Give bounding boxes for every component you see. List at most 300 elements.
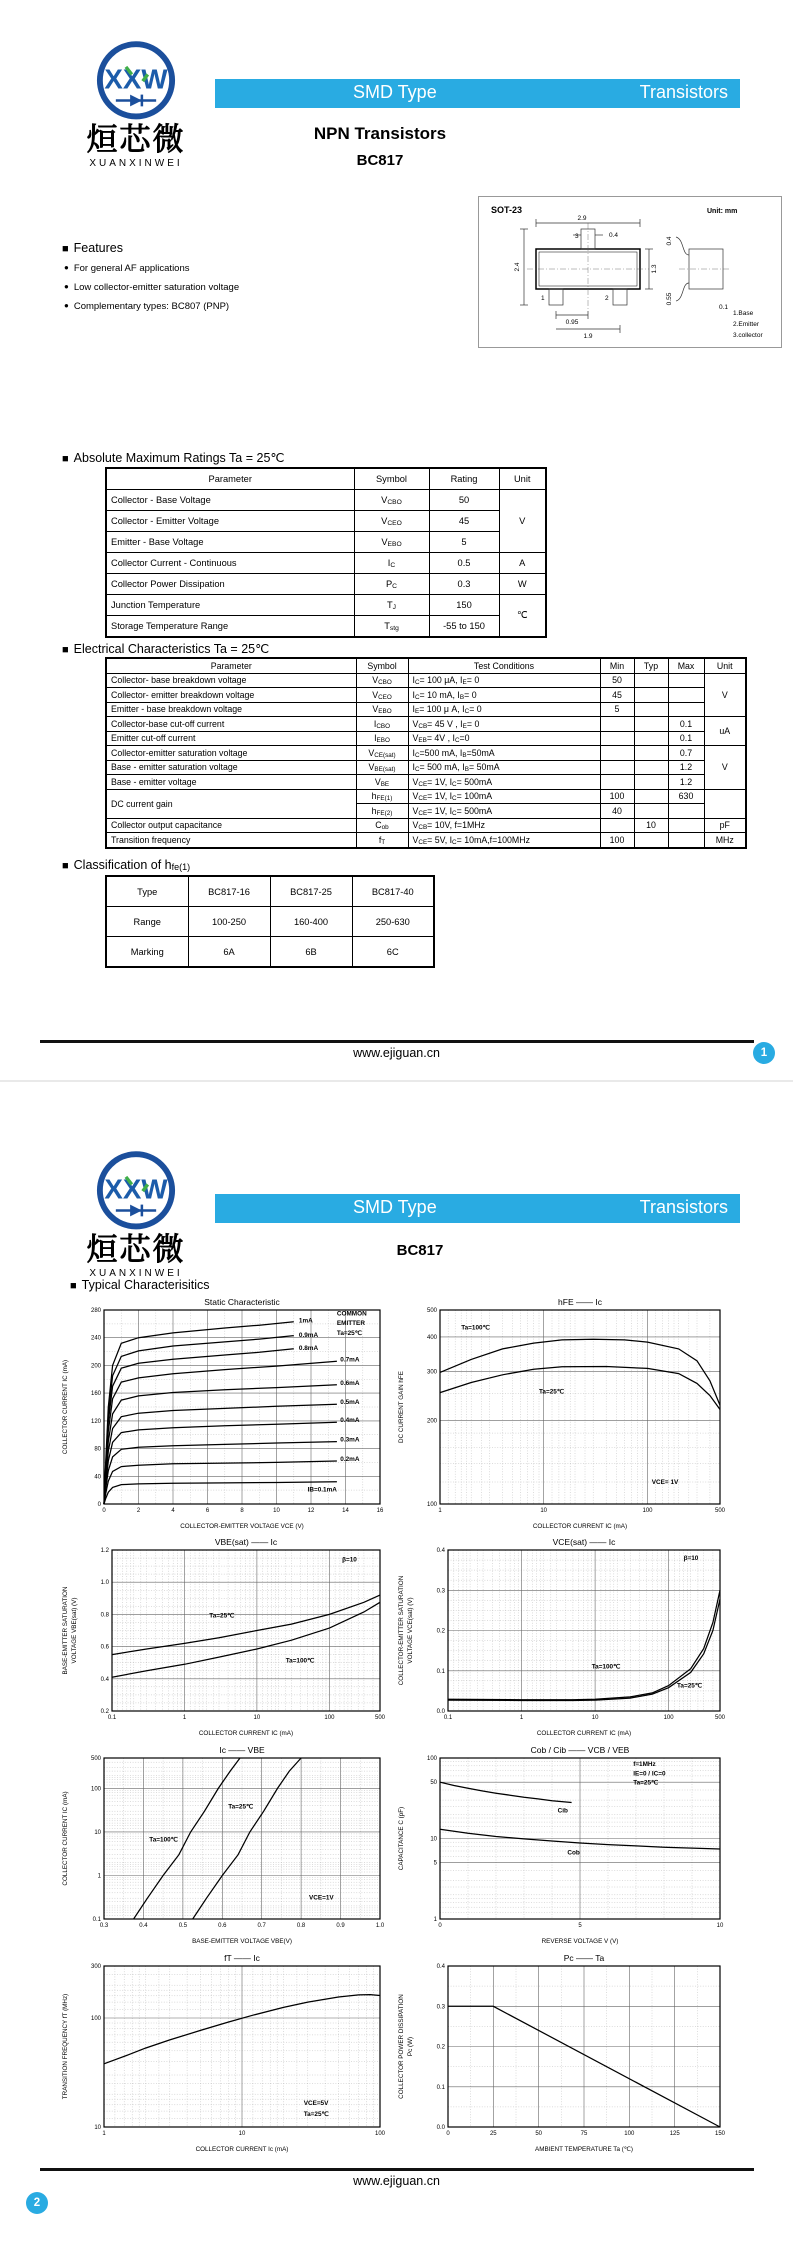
dim-lead-top: 0.4 [666, 236, 673, 246]
table-cell: Transition frequency [106, 833, 356, 848]
svg-text:0.0: 0.0 [436, 1709, 445, 1715]
table-cell: $P_C$ [354, 574, 429, 595]
svg-text:100: 100 [426, 1502, 437, 1508]
table-cell [634, 717, 668, 732]
header-banner [215, 1194, 740, 1223]
hfe-classification-grid [105, 875, 435, 968]
dim-total-height: 2.4 [514, 262, 521, 272]
chart-ic-vs-vbe [60, 1742, 392, 1947]
svg-text:1: 1 [97, 1873, 101, 1880]
svg-text:10: 10 [253, 1715, 261, 1721]
table-cell: $V_{EBO}$ [354, 532, 429, 553]
svg-text:1: 1 [433, 1917, 437, 1923]
svg-text:Pc —— Ta: Pc —— Ta [563, 1953, 605, 1963]
chart-vcesat-vs-ic [396, 1534, 732, 1739]
svg-text:0.1: 0.1 [443, 1715, 453, 1721]
svg-text:8: 8 [240, 1508, 244, 1514]
svg-text:VCE=5V: VCE=5V [303, 2099, 329, 2107]
table-cell: $h_{FE(2)}$ [356, 804, 408, 819]
table-cell [668, 702, 704, 717]
table-cell: $I_C= 500$ mA, $I_B= 50mA$ [408, 760, 600, 775]
table-cell: V [704, 673, 746, 717]
table-cell: 250-630 [352, 907, 434, 937]
table-cell: 100 [600, 789, 634, 804]
table-cell: $I_C$ [354, 553, 429, 574]
table-cell [668, 833, 704, 848]
svg-text:500: 500 [426, 1308, 437, 1314]
svg-text:10: 10 [430, 1836, 437, 1843]
logo-mark-icon [94, 1150, 178, 1234]
svg-text:COLLECTOR CURRENT IC (mA): COLLECTOR CURRENT IC (mA) [62, 1791, 69, 1886]
part-number-title: BC817 [396, 1242, 444, 1259]
svg-text:0.1: 0.1 [436, 2084, 445, 2091]
table-cell: 6B [270, 937, 352, 968]
svg-text:10: 10 [716, 1923, 724, 1929]
svg-text:500: 500 [90, 1756, 101, 1762]
company-name-en: XUANXINWEI [89, 1267, 183, 1279]
svg-text:0.1: 0.1 [436, 1668, 445, 1675]
svg-text:160: 160 [90, 1391, 101, 1398]
table-cell [634, 702, 668, 717]
table-cell: 0.3 [429, 574, 499, 595]
feature-item: ● Complementary types: BC807 (PNP) [64, 301, 230, 312]
table-cell: Junction Temperature [106, 595, 354, 616]
svg-text:COLLECTOR CURRENT IC (mA): COLLECTOR CURRENT IC (mA) [198, 1730, 294, 1737]
table-cell: 40 [600, 804, 634, 819]
svg-text:0.0: 0.0 [436, 2125, 445, 2131]
table-cell: Collector-base cut-off current [106, 717, 356, 732]
chart-svg [60, 1534, 392, 1739]
svg-text:100: 100 [90, 1786, 101, 1793]
table-cell [634, 673, 668, 688]
abs-max-ratings [105, 467, 547, 638]
svg-text:COLLECTOR-EMITTER VOLTAGE VC: COLLECTOR-EMITTER VOLTAGE VCE (V) [180, 1523, 304, 1530]
table-cell: $f_T$ [356, 833, 408, 848]
svg-text:0.8: 0.8 [100, 1612, 109, 1619]
square-bullet-icon: ■ [62, 860, 69, 872]
abs-max-ratings-grid [105, 467, 547, 638]
svg-text:0.9mA: 0.9mA [298, 1332, 319, 1339]
svg-text:10: 10 [238, 2131, 246, 2137]
svg-text:150: 150 [714, 2131, 726, 2137]
svg-text:0.2: 0.2 [436, 1628, 445, 1635]
svg-text:VOLTAGE VBE(sat) (V): VOLTAGE VBE(sat) (V) [71, 1597, 78, 1664]
table-cell: Collector - Base Voltage [106, 490, 354, 511]
svg-text:COLLECTOR-EMITTER SATURATION: COLLECTOR-EMITTER SATURATION [398, 1575, 405, 1686]
svg-text:fT —— Ic: fT —— Ic [224, 1953, 260, 1963]
table-cell: $V_{CEO}$ [356, 688, 408, 703]
svg-text:0.9: 0.9 [336, 1923, 345, 1929]
table-header-cell: Test Conditions [408, 658, 600, 673]
svg-text:280: 280 [90, 1308, 101, 1314]
footer-rule [40, 2168, 754, 2171]
table-cell [600, 760, 634, 775]
table-cell: $V_{CE(sat)}$ [356, 746, 408, 761]
svg-text:Cob / Cib —— VCB / VEB: Cob / Cib —— VCB / VEB [530, 1745, 630, 1755]
table-cell: 45 [600, 688, 634, 703]
table-cell: BC817-25 [270, 876, 352, 907]
electrical-characteristics [105, 657, 747, 849]
svg-text:0.3mA: 0.3mA [340, 1436, 360, 1444]
logo-letters: XXW [104, 63, 168, 95]
svg-text:0.6: 0.6 [218, 1923, 227, 1929]
sot23-drawing [479, 197, 781, 347]
footer-url: www.ejiguan.cn [353, 1046, 440, 1060]
chart-svg [396, 1950, 732, 2155]
svg-text:VCE(sat) —— Ic: VCE(sat) —— Ic [552, 1537, 616, 1547]
svg-text:10: 10 [591, 1715, 599, 1721]
svg-text:0.3: 0.3 [99, 1923, 109, 1929]
svg-text:4: 4 [171, 1508, 175, 1514]
table-header-cell: Parameter [106, 468, 354, 490]
svg-text:0.4: 0.4 [100, 1676, 109, 1683]
chart-capacitance-vs-voltage [396, 1742, 732, 1947]
svg-text:500: 500 [374, 1715, 386, 1721]
table-cell: $I_{EBO}$ [356, 731, 408, 746]
svg-text:COMMON: COMMON [336, 1310, 367, 1318]
table-cell: Emitter cut-off current [106, 731, 356, 746]
svg-text:12: 12 [307, 1508, 315, 1514]
company-name-cn: 烜芯微 [86, 1232, 186, 1267]
svg-text:2: 2 [136, 1508, 141, 1514]
svg-text:0: 0 [438, 1923, 442, 1929]
table-cell: 5 [429, 532, 499, 553]
square-bullet-icon: ■ [62, 243, 69, 255]
svg-text:VCE=1V: VCE=1V [309, 1894, 334, 1902]
table-cell: Collector output capacitance [106, 818, 356, 833]
table-cell: uA [704, 717, 746, 746]
svg-text:0: 0 [446, 2131, 450, 2137]
svg-text:50: 50 [430, 1780, 437, 1787]
svg-text:0.3: 0.3 [436, 2004, 445, 2011]
table-cell [634, 731, 668, 746]
table-cell: pF [704, 818, 746, 833]
table-cell: $I_C= 10$ mA, $I_B= 0$ [408, 688, 600, 703]
dim-lead-thickness: 0.1 [719, 304, 729, 311]
banner-category-label: Transistors [639, 1197, 728, 1217]
table-cell [600, 717, 634, 732]
table-cell: Base - emitter saturation voltage [106, 760, 356, 775]
datasheet-page-1 [0, 0, 793, 1080]
svg-text:6: 6 [205, 1508, 210, 1514]
svg-text:5: 5 [433, 1860, 437, 1867]
svg-text:COLLECTOR CURRENT IC (mA): COLLECTOR CURRENT IC (mA) [532, 1523, 628, 1530]
table-cell: 100 [600, 833, 634, 848]
svg-text:200: 200 [90, 1363, 101, 1370]
footer-url: www.ejiguan.cn [353, 2174, 440, 2188]
dim-body-height: 1.3 [651, 264, 658, 274]
table-cell: Base - emitter voltage [106, 775, 356, 790]
square-bullet-icon: ■ [62, 453, 69, 465]
abs-max-heading: ■ Absolute Maximum Ratings Ta = 25℃ [62, 451, 285, 465]
table-cell: 160-400 [270, 907, 352, 937]
table-cell: Collector Power Dissipation [106, 574, 354, 595]
table-cell: ℃ [499, 595, 546, 638]
svg-text:125: 125 [669, 2131, 680, 2137]
table-cell: 1.2 [668, 775, 704, 790]
table-header-cell: Symbol [354, 468, 429, 490]
svg-text:400: 400 [426, 1334, 437, 1341]
dim-pin-width: 0.4 [609, 232, 619, 239]
table-cell: Collector- emitter breakdown voltage [106, 688, 356, 703]
table-header-cell: Rating [429, 468, 499, 490]
svg-text:300: 300 [90, 1964, 101, 1970]
svg-text:10: 10 [273, 1508, 280, 1514]
table-cell: $V_{BE}$ [356, 775, 408, 790]
svg-text:80: 80 [94, 1446, 101, 1453]
table-cell: $V_{CB}= 10V$, f=1MHz [408, 818, 600, 833]
table-cell: 5 [600, 702, 634, 717]
dim-span: 1.9 [583, 333, 593, 340]
svg-text:1.2: 1.2 [100, 1548, 109, 1554]
svg-text:1.0: 1.0 [375, 1923, 385, 1929]
table-cell: W [499, 574, 546, 595]
table-cell: V [704, 746, 746, 790]
svg-text:0.5: 0.5 [178, 1923, 188, 1929]
banner-category-label: Transistors [639, 82, 728, 102]
table-cell: V [499, 490, 546, 553]
chart-hfe-vs-ic [396, 1294, 732, 1532]
svg-text:100: 100 [374, 2131, 386, 2137]
datasheet-page-2 [0, 1080, 793, 2246]
pin-legend-base: 1.Base [733, 310, 754, 317]
table-header-cell: Unit [499, 468, 546, 490]
table-cell: BC817-40 [352, 876, 434, 907]
svg-text:500: 500 [714, 1508, 726, 1514]
svg-text:5: 5 [578, 1923, 582, 1929]
table-cell: 50 [600, 673, 634, 688]
svg-text:Ta=25℃: Ta=25℃ [336, 1329, 362, 1337]
svg-text:100: 100 [663, 1715, 674, 1721]
svg-text:VBE(sat) —— Ic: VBE(sat) —— Ic [214, 1537, 278, 1547]
page-number-badge: 1 [753, 1042, 775, 1064]
svg-text:14: 14 [342, 1508, 349, 1514]
company-logo [72, 1150, 200, 1279]
table-cell [634, 760, 668, 775]
svg-text:Ta=25℃: Ta=25℃ [539, 1388, 565, 1396]
table-cell: Range [106, 907, 188, 937]
table-cell: $h_{FE(1)}$ [356, 789, 408, 804]
table-header-cell: Symbol [356, 658, 408, 673]
svg-text:10: 10 [540, 1508, 548, 1514]
table-cell: $V_{CB}= 45$ V , $I_E= 0$ [408, 717, 600, 732]
table-cell [668, 688, 704, 703]
svg-text:TRANSITION FREQUENCY fT (M: TRANSITION FREQUENCY fT (MHz) [62, 1993, 69, 2100]
svg-text:100: 100 [624, 2131, 635, 2137]
table-cell: Collector Current - Continuous [106, 553, 354, 574]
svg-text:300: 300 [426, 1369, 437, 1376]
features-section [62, 241, 239, 312]
table-cell: $V_{CE}= 5V$, $I_C= 10mA,f=100MHz$ [408, 833, 600, 848]
svg-text:DC CURRENT GAIN hFE: DC CURRENT GAIN hFE [398, 1371, 405, 1443]
table-cell: DC current gain [106, 789, 356, 818]
features-heading: ■ Features [62, 241, 123, 255]
table-cell [634, 789, 668, 804]
svg-text:Pc (W): Pc (W) [407, 2036, 414, 2057]
circle-bullet-icon: ● [64, 263, 69, 272]
hfe-classification [105, 875, 435, 968]
chart-svg [60, 1950, 392, 2155]
svg-text:BASE-EMITTER SATURATION: BASE-EMITTER SATURATION [62, 1586, 69, 1675]
table-cell [600, 775, 634, 790]
circle-bullet-icon: ● [64, 301, 69, 310]
svg-text:Ic —— VBE: Ic —— VBE [219, 1745, 265, 1755]
elec-char-heading: ■ Electrical Characteristics Ta = 25℃ [62, 642, 270, 656]
svg-text:10: 10 [94, 2125, 101, 2131]
table-cell: 0.1 [668, 717, 704, 732]
svg-text:Ta=25℃: Ta=25℃ [633, 1779, 659, 1787]
page-number-badge: 2 [26, 2192, 48, 2214]
table-header-cell: Min [600, 658, 634, 673]
pin-legend-emitter: 2.Emitter [733, 321, 760, 328]
table-cell: $I_C=500$ mA, $I_B=50mA$ [408, 746, 600, 761]
table-cell: 6C [352, 937, 434, 968]
svg-text:0.4: 0.4 [436, 1964, 445, 1970]
svg-text:0.1: 0.1 [92, 1917, 101, 1923]
pin1-number: 1 [541, 295, 545, 302]
company-name-cn: 烜芯微 [86, 122, 186, 157]
chart-svg [396, 1294, 732, 1532]
svg-text:40: 40 [94, 1474, 101, 1481]
svg-text:Ta=25℃: Ta=25℃ [209, 1612, 235, 1620]
table-cell [634, 775, 668, 790]
table-cell: $V_{CE}= 1V$, $I_C= 500mA$ [408, 775, 600, 790]
table-cell [600, 818, 634, 833]
svg-text:240: 240 [90, 1335, 101, 1342]
svg-text:COLLECTOR CURRENT Ic (mA): COLLECTOR CURRENT Ic (mA) [195, 2146, 289, 2153]
banner-type-label: SMD Type [353, 1197, 437, 1217]
svg-text:β=10: β=10 [342, 1556, 357, 1564]
circle-bullet-icon: ● [64, 282, 69, 291]
table-cell: Collector-emitter saturation voltage [106, 746, 356, 761]
svg-text:0.5mA: 0.5mA [340, 1399, 360, 1407]
chart-pc-vs-ta [396, 1950, 732, 2155]
table-cell: 0.1 [668, 731, 704, 746]
chart-vbesat-vs-ic [60, 1534, 392, 1739]
company-logo [72, 40, 200, 169]
dim-body-width: 2.9 [577, 215, 587, 222]
svg-text:β=10: β=10 [683, 1555, 699, 1563]
svg-text:REVERSE VOLTAGE V (V): REVERSE VOLTAGE V (V) [541, 1938, 619, 1945]
svg-text:50: 50 [535, 2131, 543, 2137]
svg-text:1: 1 [438, 1508, 442, 1514]
svg-text:VOLTAGE VCE(sat) (V): VOLTAGE VCE(sat) (V) [407, 1597, 414, 1664]
table-cell: Collector- base breakdown voltage [106, 673, 356, 688]
table-cell: $V_{CBO}$ [354, 490, 429, 511]
table-cell [668, 818, 704, 833]
svg-text:200: 200 [426, 1418, 437, 1425]
svg-text:Ta=100℃: Ta=100℃ [591, 1663, 621, 1671]
package-unit: Unit: mm [707, 208, 738, 215]
svg-text:1mA: 1mA [298, 1317, 313, 1325]
table-cell: Emitter - base breakdown voltage [106, 702, 356, 717]
table-cell [704, 789, 746, 818]
svg-text:100: 100 [426, 1756, 437, 1762]
svg-text:Ta=25℃: Ta=25℃ [677, 1682, 703, 1690]
svg-text:VCE= 1V: VCE= 1V [651, 1479, 679, 1486]
chart-static-characteristic [60, 1294, 392, 1532]
chart-svg [396, 1742, 732, 1947]
svg-text:500: 500 [714, 1715, 726, 1721]
table-cell: Storage Temperature Range [106, 616, 354, 638]
table-cell: $V_{CE}= 1V$, $I_C= 100mA$ [408, 789, 600, 804]
svg-text:1: 1 [519, 1715, 524, 1721]
table-cell: $V_{CEO}$ [354, 511, 429, 532]
electrical-characteristics-grid [105, 657, 747, 849]
table-cell: 1.2 [668, 760, 704, 775]
part-number-title: BC817 [356, 152, 404, 169]
table-header-cell: Parameter [106, 658, 356, 673]
chart-svg [60, 1294, 392, 1532]
svg-text:COLLECTOR CURRENT IC (mA): COLLECTOR CURRENT IC (mA) [536, 1730, 632, 1737]
package-name: SOT-23 [491, 205, 523, 215]
dim-pitch: 0.95 [565, 319, 579, 326]
svg-text:0: 0 [97, 1502, 101, 1508]
table-cell: 630 [668, 789, 704, 804]
square-bullet-icon: ■ [70, 1280, 77, 1292]
table-cell [600, 731, 634, 746]
svg-text:0.3: 0.3 [436, 1588, 445, 1595]
square-bullet-icon: ■ [62, 644, 69, 656]
table-cell: $V_{EBO}$ [356, 702, 408, 717]
svg-text:BASE-EMITTER VOLTAGE VBE(V): BASE-EMITTER VOLTAGE VBE(V) [192, 1938, 292, 1945]
table-cell: A [499, 553, 546, 574]
svg-text:120: 120 [90, 1418, 101, 1425]
svg-text:Cob: Cob [567, 1849, 580, 1857]
svg-text:IE=0 / IC=0: IE=0 / IC=0 [633, 1770, 666, 1778]
svg-text:1: 1 [182, 1715, 187, 1721]
table-cell: $V_{CE}= 1V$, $I_C= 500mA$ [408, 804, 600, 819]
dim-lead-bottom: 0.55 [666, 292, 673, 306]
svg-text:0.2mA: 0.2mA [340, 1456, 360, 1463]
svg-text:75: 75 [580, 2131, 588, 2137]
svg-text:1: 1 [102, 2131, 106, 2137]
table-header-cell: Max [668, 658, 704, 673]
table-cell: 150 [429, 595, 499, 616]
svg-text:100: 100 [90, 2016, 101, 2022]
svg-text:0.8mA: 0.8mA [298, 1345, 319, 1353]
svg-text:EMITTER: EMITTER [336, 1320, 365, 1328]
header-banner [215, 79, 740, 108]
table-cell [600, 746, 634, 761]
table-header-cell: Unit [704, 658, 746, 673]
doc-title: NPN Transistors [313, 124, 447, 143]
classification-heading: ■ Classification of $h_{fe(1)}$ [62, 858, 191, 872]
table-cell: $T_{stg}$ [354, 616, 429, 638]
table-cell [634, 688, 668, 703]
table-cell: 10 [634, 818, 668, 833]
pin3-number: 3 [575, 233, 579, 240]
logo-mark-icon [94, 40, 178, 124]
table-cell: MHz [704, 833, 746, 848]
feature-item: ● Low collector-emitter saturation voltage [64, 282, 240, 293]
feature-item: ● For general AF applications [64, 263, 190, 274]
svg-text:f=1MHz: f=1MHz [633, 1760, 656, 1768]
svg-text:0.6: 0.6 [100, 1644, 109, 1651]
table-header-cell: Typ [634, 658, 668, 673]
svg-text:Ta=100℃: Ta=100℃ [285, 1657, 315, 1665]
company-name-en: XUANXINWEI [89, 157, 183, 169]
table-cell: $C_{ob}$ [356, 818, 408, 833]
logo-letters: XXW [104, 1173, 168, 1205]
svg-text:0.4mA: 0.4mA [340, 1417, 360, 1425]
table-cell: $T_J$ [354, 595, 429, 616]
chart-svg [60, 1742, 392, 1947]
chart-ft-vs-ic [60, 1950, 392, 2155]
table-cell: $I_{CBO}$ [356, 717, 408, 732]
banner-type-label: SMD Type [353, 82, 437, 102]
table-cell: Emitter - Base Voltage [106, 532, 354, 553]
